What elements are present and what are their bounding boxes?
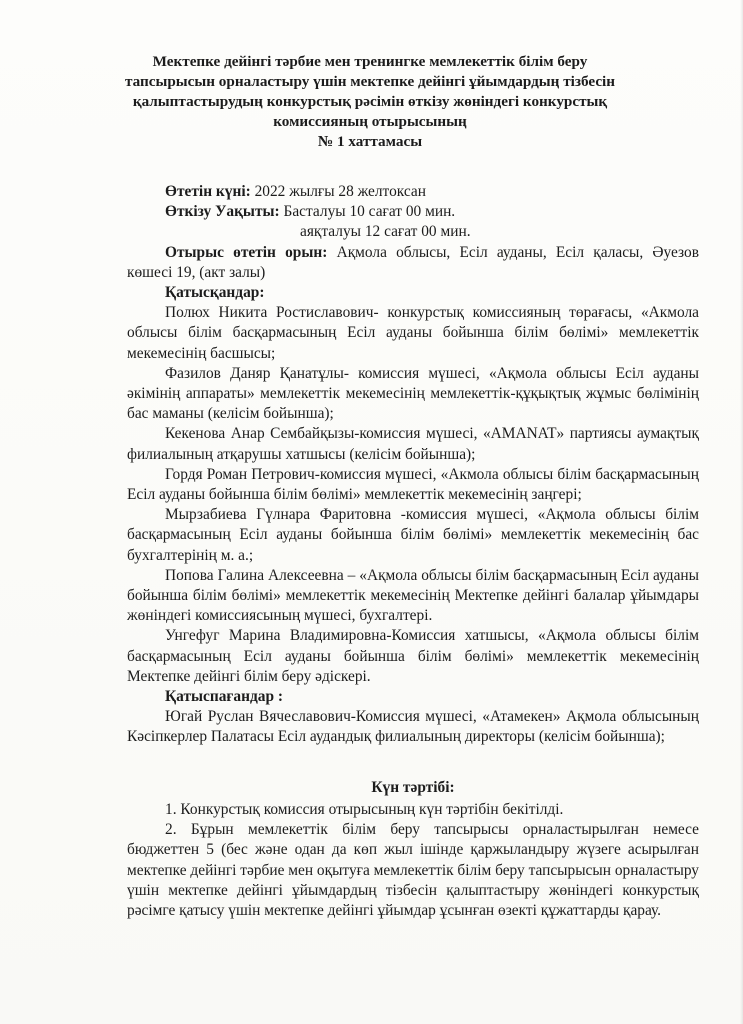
participant-item: Кекенова Анар Сембайқызы-комиссия мүшесі, «AMANAT» партиясы аумақтық филиалының атқарушы хатшысы (келісім бойынша); xyxy=(127,425,699,463)
meeting-date xyxy=(127,182,699,202)
date-value: 2022 жылғы 28 желтоксан xyxy=(250,183,426,200)
time-label: Өткізу Уақыты: xyxy=(165,203,280,221)
participants-heading: Қатысқандар: xyxy=(165,284,265,302)
agenda-item: 1. Конкурстық комиссия отырысының күн тәртібін бекітілді. xyxy=(165,800,564,818)
document-body xyxy=(127,182,699,921)
absent-heading: Қатыспағандар : xyxy=(165,688,283,706)
participant-item: Фазилов Даняр Қанатұлы- комиссия мүшесі, «Ақмола облысы Есіл ауданы әкімінің аппараты» мемлекеттік мекемесінің мемлекеттік-құқықтық жұмыс бөлімінің бас маманы (келісім бойынша); xyxy=(127,364,699,423)
participant-item: Полюх Никита Ростиславович- конкурстық комиссияның төрағасы, «Акмола облысы білім басқармасының Есіл ауданы бойынша білім бөлімі» мемлекеттік мекемесінің басшысы; xyxy=(127,304,699,362)
agenda-item: 2. Бұрын мемлекеттік білім беру тапсырысы орналастырылған немесе бюджеттен 5 (бес және одан да көп жыл ішінде қаржыландыру жүзеге асырылған мектепке дейінгі тәрбие мен оқытуға мемлекеттік білім беру тапсырысын орналастыру үшін мектепке дейінгі ұйымдардың тізбесін қалыптастыру жөніндегі конкурстық рәсімге қатысу үшін мектепке дейінгі ұйымдар ұсынған өзекті құжаттарды қарау. xyxy=(127,821,700,919)
protocol-number: № 1 хаттамасы xyxy=(317,133,423,150)
participant-item: Мырзабиева Гүлнара Фаритовна -комиссия мүшесі, «Ақмола облысы білім басқармасының Есіл ауданы бойынша білім бөлімі» мемлекеттік мекемесінің бас бухгалтерінің м. а.; xyxy=(127,506,699,564)
title-line: қалыптастырудың конкурстық рәсімін өткізу жөніндегі конкурстық xyxy=(132,93,608,110)
participant-item: Гордя Роман Петрович-комиссия мүшесі, «Акмола облысы білім басқармасының Есіл ауданы бойынша білім бөлімі» мемлекеттік мекемесінің заңгері; xyxy=(127,465,699,504)
meeting-time xyxy=(127,202,699,222)
title-line: тапсырысын орналастыру үшін мектепке дейінгі ұйымдардың тізбесін xyxy=(124,73,616,90)
title-line: комиссияның отырысының xyxy=(273,113,467,130)
meeting-place xyxy=(127,243,699,283)
title-line: Мектепке дейінгі тәрбие мен тренингке мемлекеттік білім беру xyxy=(152,53,588,70)
meeting-time-end: аяқталуы 12 сағат 00 мин. xyxy=(300,223,471,241)
agenda-heading: Күн тәртібі: xyxy=(371,778,455,796)
time-start: Басталуы 10 сағат 00 мин. xyxy=(279,203,456,221)
place-label: Отырыс өтетін орын: xyxy=(165,243,328,261)
participant-item: Попова Галина Алексеевна – «Ақмола облысы білім басқармасының Есіл ауданы бойынша білім бөлімі» мемлекеттік мекемесінің Мектепке дейінгі балалар ұйымдары жөніндегі комиссиясының мүшесі, бухгалтері. xyxy=(127,566,699,625)
date-label: Өтетін күні: xyxy=(165,183,251,200)
participant-item: Унгефуг Марина Владимировна-Комиссия хатшысы, «Ақмола облысы білім басқармасының Есіл ауданы бойынша білім бөлімі» мемлекеттік мекемесінің Мектепке дейінгі білім беру әдіскері. xyxy=(127,627,699,685)
document-title xyxy=(120,52,620,152)
absent-item: Югай Руслан Вячеславович-Комиссия мүшесі, «Атамекен» Ақмола облысының Кәсіпкерлер Палатасы Есіл аудандық филиалының директоры (келісім бойынша); xyxy=(127,708,699,746)
place-value: Ақмола облысы, Есіл ауданы, Есіл қаласы, Әуезов көшесі 19, (акт залы) xyxy=(127,243,699,281)
